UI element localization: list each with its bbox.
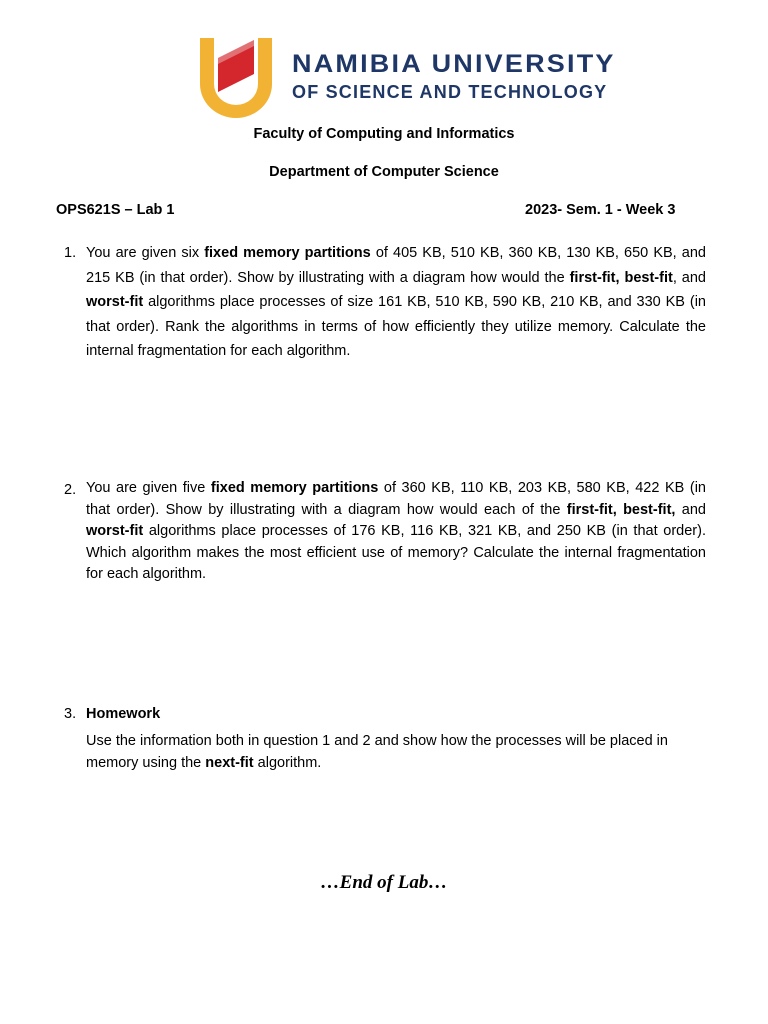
university-logo (196, 36, 276, 120)
term-label: 2023- Sem. 1 - Week 3 (525, 202, 676, 218)
question-number: 2. (64, 482, 77, 498)
department-heading: Department of Computer Science (269, 164, 499, 180)
question-text: Use the information both in question 1 and 2 and show how the processes will be placed in memory using the next-fit algorithm. (86, 733, 668, 771)
course-lab-label: OPS621S – Lab 1 (56, 202, 175, 218)
university-subtitle: OF SCIENCE AND TECHNOLOGY (292, 82, 608, 102)
end-of-lab-text: …End of Lab… (320, 872, 448, 893)
question-number: 3. (64, 706, 77, 722)
faculty-heading: Faculty of Computing and Informatics (253, 126, 515, 142)
question-text: You are given five fixed memory partitions of 360 KB, 110 KB, 203 KB, 580 KB, 422 KB (in that order). Show by illustrating with a diagram how would each of the first-fit, best-fit, and worst-fit algorithms place processes of 176 KB, 116 KB, 321 KB, and 250 KB (in that order). Which algorithm makes the most efficient use of memory? Calculate the internal fragmentation for each algorithm. (86, 480, 706, 582)
question-number: 1. (64, 245, 77, 261)
question-title: Homework (86, 706, 161, 722)
university-name: NAMIBIA UNIVERSITY (292, 50, 616, 78)
question-text: You are given six fixed memory partitions of 405 KB, 510 KB, 360 KB, 130 KB, 650 KB, and 215 KB (in that order). Show by illustrating with a diagram how would the first-fit, best-fit, and worst-fit algorithms place processes of size 161 KB, 510 KB, 590 KB, 210 KB, and 330 KB (in that order). Rank the algorithms in terms of how efficiently they utilize memory. Calculate the internal fragmentation for each algorithm. (86, 245, 706, 360)
